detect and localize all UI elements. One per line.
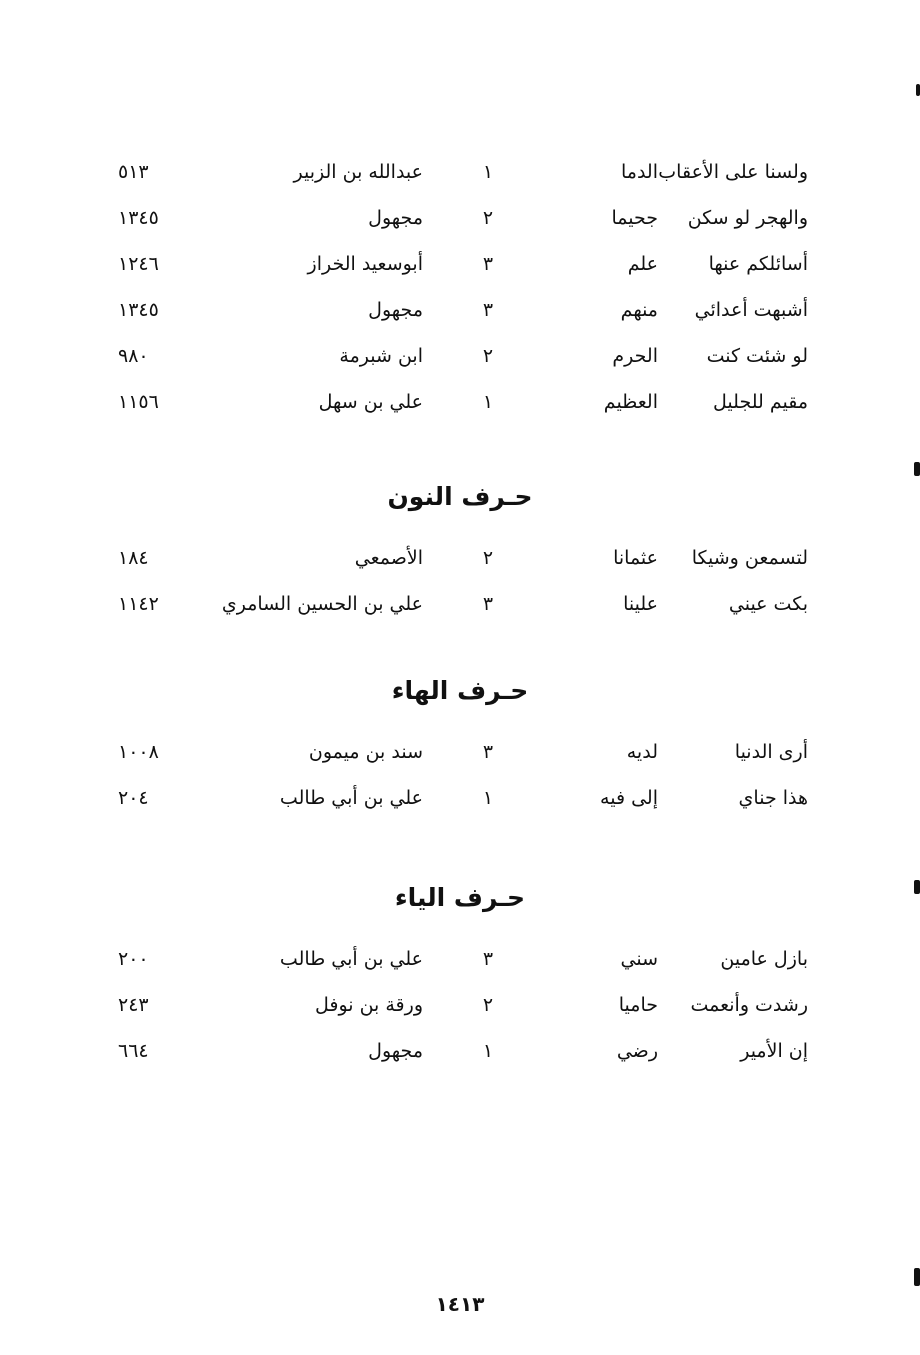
poet-name: عبدالله بن الزبير (293, 161, 423, 183)
page-ref: ٥١٣ (118, 161, 149, 183)
rhyme-word: لديه (626, 741, 658, 763)
verse-count: ٣ (482, 299, 494, 321)
page-ref: ١٣٤٥ (118, 299, 159, 321)
rhyme-word: حاميا (618, 994, 658, 1016)
poet-name: ورقة بن نوفل (314, 994, 423, 1016)
first-words: والهجر لو سكن (687, 207, 808, 229)
rhyme-word: جحيما (611, 207, 658, 229)
table-row (0, 985, 920, 1025)
scan-edge-mark (914, 1268, 920, 1286)
verse-count: ٢ (482, 547, 494, 569)
poet-name: علي بن أبي طالب (279, 948, 423, 970)
first-words: لتسمعن وشيكا (691, 547, 808, 569)
first-words: إن الأمير (740, 1040, 808, 1062)
page-ref: ١٢٤٦ (118, 253, 159, 275)
first-words: رشدت وأنعمت (690, 994, 808, 1016)
table-row (0, 1031, 920, 1071)
table-row (0, 939, 920, 979)
table-row (0, 538, 920, 578)
page-ref: ١٣٤٥ (118, 207, 159, 229)
verse-count: ٣ (482, 948, 494, 970)
table-row (0, 244, 920, 284)
page-ref: ٩٨٠ (118, 345, 149, 367)
scan-edge-mark (914, 462, 920, 476)
verse-count: ٣ (482, 593, 494, 615)
rhyme-word: علم (627, 253, 658, 275)
poet-name: علي بن الحسين السامري (221, 593, 423, 615)
rhyme-word: علينا (623, 593, 658, 615)
first-words: لو شئت كنت (706, 345, 808, 367)
page-number: ١٤١٣ (435, 1292, 485, 1316)
page-ref: ١٠٠٨ (118, 741, 159, 763)
rhyme-word: الدما (620, 161, 658, 183)
first-words: بازل عامين (720, 948, 808, 970)
first-words: ولسنا على الأعقاب (658, 161, 808, 183)
table-row (0, 584, 920, 624)
verse-count: ١ (482, 161, 494, 183)
table-row (0, 290, 920, 330)
page-ref: ٢٤٣ (118, 994, 149, 1016)
page-ref: ٢٠٤ (118, 787, 149, 809)
scan-edge-mark (914, 880, 920, 894)
table-row (0, 336, 920, 376)
page-ref: ١١٤٢ (118, 593, 159, 615)
page-ref: ١١٥٦ (118, 391, 159, 413)
rhyme-word: سني (620, 948, 658, 970)
table-row (0, 152, 920, 192)
rhyme-word: عثمانا (613, 547, 658, 569)
verse-count: ٢ (482, 994, 494, 1016)
verse-count: ٢ (482, 207, 494, 229)
rhyme-word: رضي (616, 1040, 658, 1062)
verse-count: ٣ (482, 253, 494, 275)
poet-name: علي بن سهل (318, 391, 423, 413)
poet-name: مجهول (368, 207, 423, 229)
table-row (0, 732, 920, 772)
verse-count: ٣ (482, 741, 494, 763)
table-row (0, 778, 920, 818)
poet-name: سند بن ميمون (308, 741, 423, 763)
rhyme-word: منهم (620, 299, 658, 321)
verse-count: ١ (482, 1040, 494, 1062)
page-ref: ٢٠٠ (118, 948, 149, 970)
poet-name: أبوسعيد الخراز (307, 253, 423, 275)
poet-name: مجهول (368, 1040, 423, 1062)
table-row (0, 382, 920, 422)
verse-count: ١ (482, 391, 494, 413)
rhyme-word: الحرم (612, 345, 658, 367)
table-row (0, 198, 920, 238)
verse-count: ٢ (482, 345, 494, 367)
first-words: هذا جناي (738, 787, 808, 809)
verse-count: ١ (482, 787, 494, 809)
first-words: أرى الدنيا (734, 741, 808, 763)
poet-name: الأصمعي (354, 547, 423, 569)
section-heading: حـرف الهاء (391, 676, 529, 705)
page-ref: ٦٦٤ (118, 1040, 149, 1062)
first-words: أسائلكم عنها (708, 253, 808, 275)
poet-name: مجهول (368, 299, 423, 321)
scan-edge-mark (916, 84, 920, 96)
rhyme-word: العظيم (603, 391, 658, 413)
first-words: بكت عيني (728, 593, 808, 615)
section-heading: حـرف الياء (394, 883, 526, 912)
poet-name: علي بن أبي طالب (279, 787, 423, 809)
rhyme-word: إلى فيه (600, 787, 658, 809)
section-heading: حـرف النون (387, 482, 533, 511)
first-words: مقيم للجليل (713, 391, 808, 413)
page-ref: ١٨٤ (118, 547, 149, 569)
poet-name: ابن شبرمة (339, 345, 423, 367)
first-words: أشبهت أعدائي (694, 299, 808, 321)
